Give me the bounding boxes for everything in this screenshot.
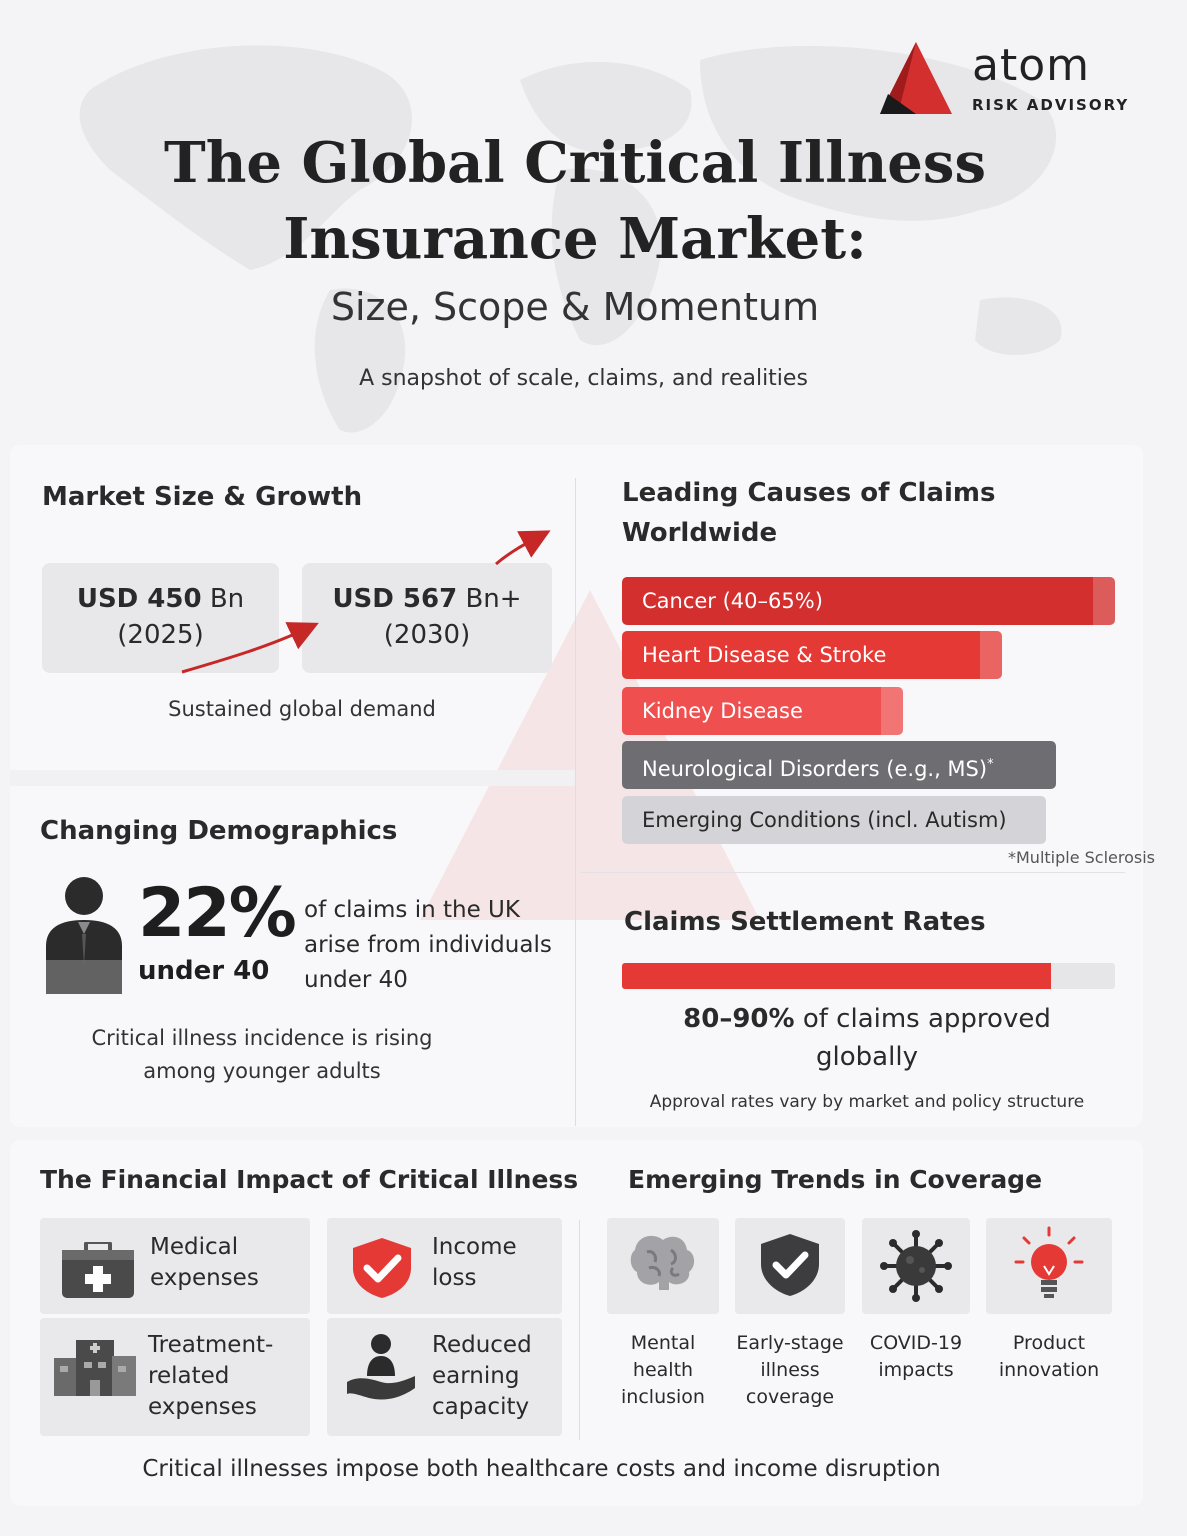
impact-divider bbox=[579, 1220, 580, 1440]
market-heading: Market Size & Growth bbox=[42, 482, 363, 512]
settlement-progress-fill bbox=[622, 963, 1051, 989]
market-2025-unit: Bn bbox=[209, 584, 245, 614]
financial-earning-line1: Reduced bbox=[432, 1332, 532, 1358]
demographics-caption bbox=[42, 1022, 482, 1088]
settlement-rate-text: of claims approved bbox=[802, 1004, 1051, 1034]
cause-bar-tip bbox=[1093, 577, 1115, 625]
trend-mental-line2: health bbox=[632, 1359, 694, 1381]
demographics-caption-line2: among younger adults bbox=[143, 1059, 381, 1083]
page-tagline: A snapshot of scale, claims, and realities bbox=[359, 366, 808, 391]
financial-medical-line2: expenses bbox=[150, 1265, 259, 1291]
panel-divider-horizontal bbox=[580, 872, 1125, 873]
financial-treatment-line1: Treatment- bbox=[148, 1332, 274, 1358]
brain-icon bbox=[629, 1232, 697, 1296]
financial-treatment-line2: related bbox=[148, 1363, 230, 1389]
cause-bar-tip bbox=[881, 687, 903, 735]
financial-medical-line1: Medical bbox=[150, 1234, 239, 1260]
shield-check-icon bbox=[351, 1236, 413, 1300]
person-icon bbox=[42, 876, 126, 996]
footer-text: Critical illnesses impose both healthcare costs and income disruption bbox=[142, 1456, 941, 1482]
market-2030-value: USD 567 bbox=[332, 584, 458, 614]
cause-bar bbox=[622, 577, 1115, 625]
settlement-note: Approval rates vary by market and policy structure bbox=[649, 1092, 1085, 1112]
financial-tile-income bbox=[327, 1218, 562, 1314]
financial-tile-earning bbox=[327, 1318, 562, 1436]
brand-name: atom bbox=[972, 40, 1090, 91]
brand-logo bbox=[880, 40, 1150, 120]
trend-label-mental bbox=[607, 1330, 719, 1411]
financial-income-line2: loss bbox=[432, 1265, 477, 1291]
cause-bar bbox=[622, 741, 1056, 789]
brand-subtitle: RISK ADVISORY bbox=[972, 96, 1130, 114]
trend-tile-covid bbox=[862, 1218, 970, 1314]
demographics-caption-line1: Critical illness incidence is rising bbox=[91, 1026, 433, 1050]
financial-heading: The Financial Impact of Critical Illness bbox=[40, 1165, 579, 1194]
financial-label-treatment bbox=[148, 1330, 273, 1423]
trend-label-early-stage bbox=[728, 1330, 852, 1411]
trend-innovation-line2: innovation bbox=[998, 1359, 1100, 1381]
market-2030-year: (2030) bbox=[383, 620, 471, 650]
financial-label-medical bbox=[150, 1232, 259, 1294]
trend-covid-line1: COVID-19 bbox=[869, 1332, 963, 1354]
medical-kit-icon bbox=[62, 1242, 134, 1298]
trend-label-covid bbox=[856, 1330, 976, 1384]
hand-person-icon bbox=[345, 1332, 417, 1402]
causes-footnote: *Multiple Sclerosis bbox=[1008, 848, 1156, 867]
financial-tile-treatment bbox=[40, 1318, 310, 1436]
cause-bar bbox=[622, 631, 1002, 679]
title-line-2: Insurance Market: bbox=[283, 206, 867, 272]
growth-arrow-icon bbox=[180, 528, 560, 678]
trend-mental-line1: Mental bbox=[630, 1332, 696, 1354]
page-title bbox=[0, 125, 1150, 277]
settlement-rate bbox=[612, 1000, 1122, 1076]
demographics-desc-line1: of claims in the UK bbox=[304, 897, 520, 923]
causes-heading-line1: Leading Causes of Claims bbox=[622, 478, 996, 508]
financial-label-earning bbox=[432, 1330, 532, 1423]
cause-bar bbox=[622, 687, 903, 735]
trend-covid-line2: impacts bbox=[878, 1359, 954, 1381]
trend-tile-early-stage bbox=[735, 1218, 845, 1314]
settlement-heading: Claims Settlement Rates bbox=[624, 907, 986, 937]
cause-bar-label: Emerging Conditions (incl. Autism) bbox=[642, 808, 1007, 832]
causes-heading bbox=[622, 473, 995, 553]
page-subtitle: Size, Scope & Momentum bbox=[330, 285, 820, 329]
financial-income-line1: Income bbox=[432, 1234, 517, 1260]
demographics-percent-sub: under 40 bbox=[138, 956, 270, 986]
trend-innovation-line1: Product bbox=[1012, 1332, 1086, 1354]
cause-bar-label: Heart Disease & Stroke bbox=[642, 643, 887, 667]
settlement-progress-track bbox=[622, 963, 1115, 989]
trend-label-innovation bbox=[982, 1330, 1116, 1384]
trend-tile-mental bbox=[607, 1218, 719, 1314]
trend-early-line2: illness bbox=[760, 1359, 820, 1381]
cause-bar bbox=[622, 796, 1046, 844]
shield-check-icon bbox=[759, 1232, 821, 1298]
atom-logo-icon bbox=[880, 42, 952, 116]
causes-heading-line2: Worldwide bbox=[622, 518, 778, 548]
trend-mental-line3: inclusion bbox=[621, 1386, 705, 1408]
financial-earning-line2: earning bbox=[432, 1363, 520, 1389]
market-2030-unit: Bn+ bbox=[465, 584, 522, 614]
financial-treatment-line3: expenses bbox=[148, 1394, 257, 1420]
demographics-description bbox=[304, 893, 552, 998]
cause-bar-tip bbox=[980, 631, 1002, 679]
cause-bar-label: Kidney Disease bbox=[642, 699, 803, 723]
cause-asterisk: * bbox=[987, 757, 994, 772]
settlement-rate-value: 80–90% bbox=[683, 1004, 795, 1034]
financial-earning-line3: capacity bbox=[432, 1394, 530, 1420]
virus-icon bbox=[880, 1230, 952, 1302]
market-2025-value: USD 450 bbox=[76, 584, 202, 614]
financial-tile-medical bbox=[40, 1218, 310, 1314]
market-2025-year: (2025) bbox=[117, 620, 204, 650]
cause-bar-label: Cancer (40–65%) bbox=[642, 589, 823, 613]
trend-early-line1: Early-stage bbox=[736, 1332, 844, 1354]
settlement-rate-text2: globally bbox=[816, 1042, 918, 1072]
cause-bar-label: Neurological Disorders (e.g., MS) bbox=[642, 757, 988, 781]
demographics-desc-line3: under 40 bbox=[304, 967, 408, 993]
demographics-percent: 22% bbox=[138, 874, 295, 953]
financial-label-income bbox=[432, 1232, 517, 1294]
section-gap bbox=[10, 770, 575, 786]
demographics-desc-line2: arise from individuals bbox=[304, 932, 552, 958]
hospital-building-icon bbox=[54, 1336, 136, 1396]
trend-early-line3: coverage bbox=[745, 1386, 835, 1408]
trends-heading: Emerging Trends in Coverage bbox=[628, 1165, 1043, 1194]
trend-tile-innovation bbox=[986, 1218, 1112, 1314]
market-caption: Sustained global demand bbox=[168, 697, 436, 721]
demographics-heading: Changing Demographics bbox=[40, 816, 398, 846]
panel-divider bbox=[575, 478, 576, 1126]
title-line-1: The Global Critical Illness bbox=[164, 130, 986, 196]
lightbulb-icon bbox=[1014, 1226, 1084, 1304]
